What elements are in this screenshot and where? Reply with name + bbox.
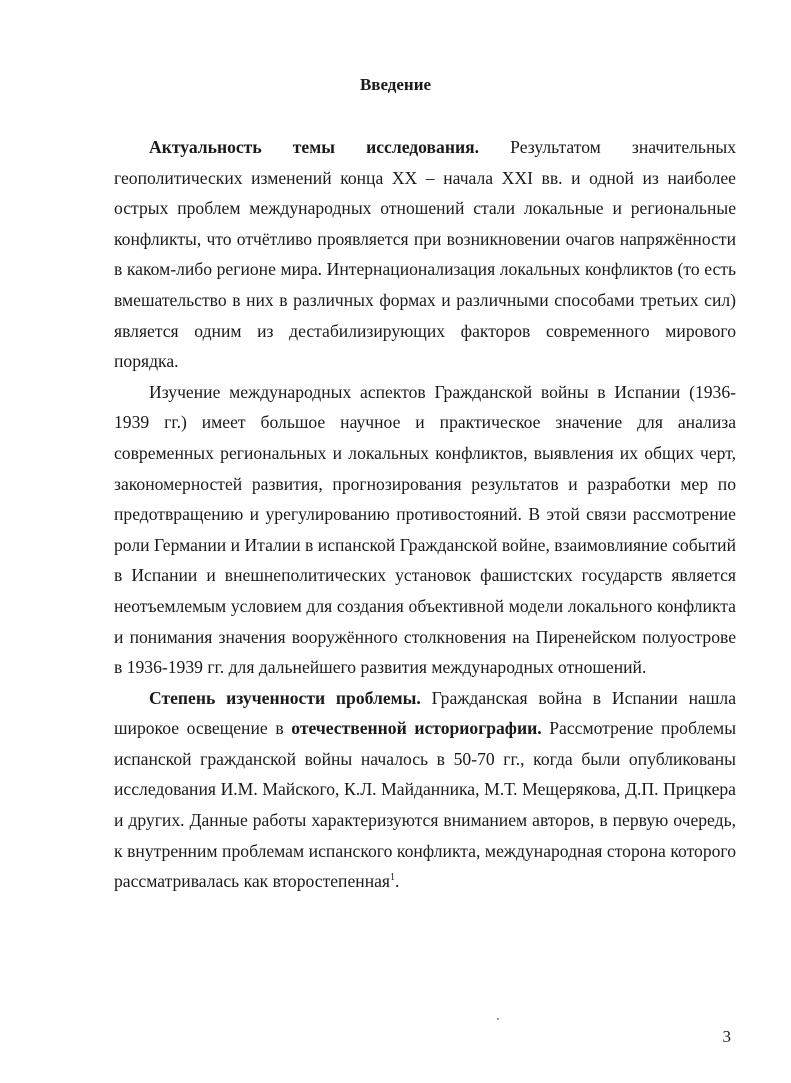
relevance-lead: Актуальность темы исследования.	[149, 137, 480, 157]
section-heading: Введение	[359, 75, 432, 94]
page-number: 3	[722, 1027, 731, 1046]
domestic-historiography: отечественной историографии.	[291, 718, 542, 739]
degree-of-study-text-a: Гражданская война в Испании нашла широкое освещение в	[114, 687, 736, 739]
relevance-text: Результатом значительных геополитических изменений конца XX – начала XXI вв. и одной из наиболее острых проблем международных отношений стали локальные и региональные конфликты, что отчётливо проявляется при возникновении очагов напряжённости в каком-либо регионе мира. Интернационализация локальных конфликтов (то есть вмешательство в них в различных формах и различными способами третьих сил) является одним из дестабилизирующих факторов современного мирового порядка.	[114, 137, 736, 372]
paragraph-relevance	[114, 132, 736, 377]
paragraph-degree-of-study	[114, 683, 736, 897]
body-text	[114, 132, 736, 897]
degree-of-study-text-b: Рассмотрение проблемы испанской гражданской войны началось в 50-70 гг., когда были опубликованы исследования И.М. Майского, К.Л. Майданника, М.Т. Мещерякова, Д.П. Прицкера и других. Данные работы характеризуются вниманием авторов, в первую очередь, к внутренним проблемам испанского конфликта, международная сторона которого рассматривалась как второстепенная	[114, 718, 737, 892]
degree-of-study-lead: Степень изученности проблемы.	[149, 687, 421, 708]
scan-speck	[497, 1018, 499, 1020]
footnote-reference[interactable]: 1	[390, 872, 396, 884]
international-aspects-text: Изучение международных аспектов Гражданской войны в Испании (1936-1939 гг.) имеет большое научное и практическое значение для анализа современных региональных и локальных конфликтов, выявления их общих черт, закономерностей развития, прогнозирования результатов и разработки мер по предотвращению и урегулированию противостояний. В этой связи рассмотрение роли Германии и Италии в испанской Гражданской войне, взаимовлияние событий в Испании и внешнеполитических установок фашистских государств является неотъемлемым условием для создания объективной модели локального конфликта и понимания значения вооружённого столкновения на Пиренейском полуострове в 1936-1939 гг. для дальнейшего развития международных отношений.	[114, 381, 736, 678]
degree-of-study-text-c: .	[395, 871, 400, 892]
paragraph-international-aspects	[114, 377, 736, 683]
